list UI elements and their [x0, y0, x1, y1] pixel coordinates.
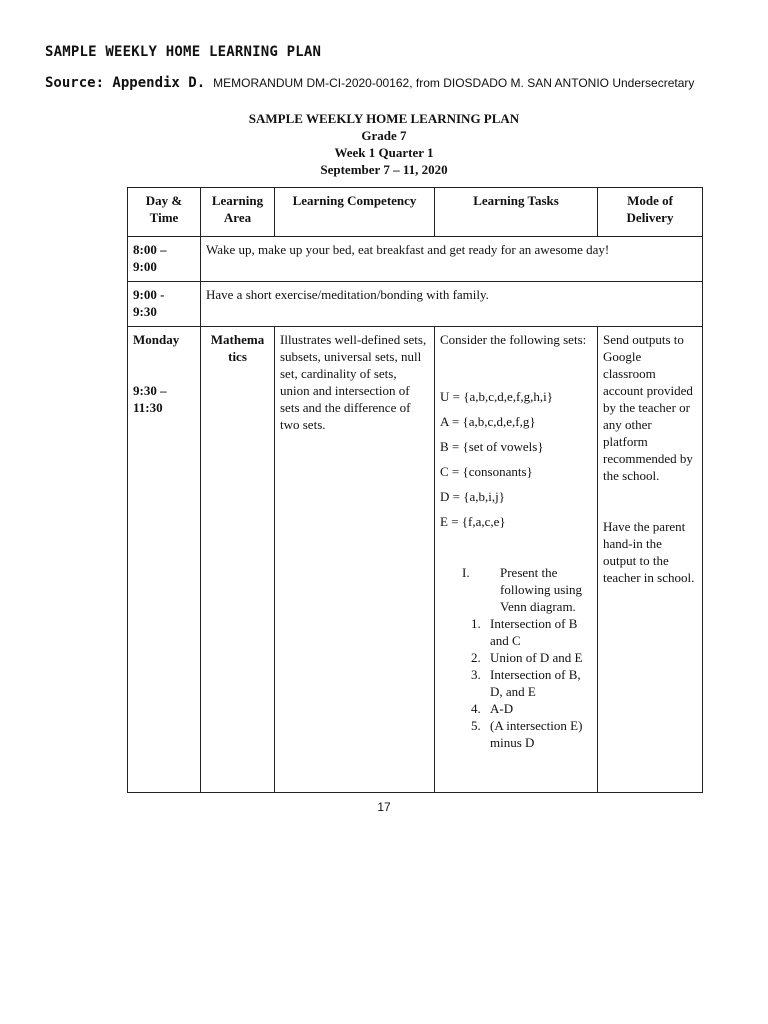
list-item: 4. A-D [484, 700, 592, 717]
day-label: Monday [133, 332, 180, 347]
list-item: 5. (A intersection E) minus D [484, 717, 592, 751]
source-line [45, 74, 694, 92]
learning-plan-table [127, 187, 703, 793]
learning-tasks-cell [435, 327, 598, 793]
header-learning-tasks: Learning Tasks [435, 188, 598, 237]
delivery-instruction: Send outputs to Google classroom account provided by the teacher or any other platform recommended by the school. [603, 332, 693, 483]
table-header-row [128, 188, 703, 237]
time-cell: 8:00 – 9:00 [128, 237, 201, 282]
plan-title: SAMPLE WEEKLY HOME LEARNING PLAN [248, 111, 520, 126]
tasks-intro: Consider the following sets: [440, 332, 587, 347]
set-definition: C = {consonants} [440, 464, 533, 479]
time-cell: 9:00 - 9:30 [128, 282, 201, 327]
competency-cell: Illustrates well-defined sets, subsets, universal sets, null set, cardinality of sets, union and intersection of sets and the difference of two sets. [275, 327, 435, 793]
learning-area-cell: Mathema tics [201, 327, 275, 793]
document-heading: SAMPLE WEEKLY HOME LEARNING PLAN [45, 44, 322, 60]
set-definition: B = {set of vowels} [440, 439, 544, 454]
day-time-cell: Monday 9:30 – 11:30 [128, 327, 201, 793]
source-text: MEMORANDUM DM-CI-2020-00162, from DIOSDADO M. SAN ANTONIO Undersecretary [213, 76, 695, 90]
table-row [128, 237, 703, 282]
set-definition: D = {a,b,i,j} [440, 489, 505, 504]
set-definition: E = {f,a,c,e} [440, 514, 506, 529]
page-number: 17 [377, 800, 391, 814]
source-label: Source: Appendix D. [45, 75, 206, 91]
list-item: 2. Union of D and E [484, 649, 592, 666]
header-learning-competency: Learning Competency [275, 188, 435, 237]
plan-grade: Grade 7 [361, 128, 407, 143]
plan-header [0, 110, 768, 178]
header-day-time: Day & Time [128, 188, 201, 237]
mode-of-delivery-cell [598, 327, 703, 793]
header-mode-of-delivery: Mode of Delivery [598, 188, 703, 237]
activity-cell: Have a short exercise/meditation/bonding with family. [201, 282, 703, 327]
task-instruction: I. Present the following using Venn diagram. [462, 565, 582, 614]
delivery-instruction: Have the parent hand-in the output to the teacher in school. [603, 519, 695, 585]
set-definition: A = {a,b,c,d,e,f,g} [440, 414, 536, 429]
table-row [128, 327, 703, 793]
list-item: 3. Intersection of B, D, and E [484, 666, 592, 700]
header-learning-area: Learning Area [201, 188, 275, 237]
activity-cell: Wake up, make up your bed, eat breakfast and get ready for an awesome day! [201, 237, 703, 282]
plan-dates: September 7 – 11, 2020 [320, 162, 448, 177]
table-row [128, 282, 703, 327]
task-items-list [440, 615, 592, 751]
plan-week: Week 1 Quarter 1 [334, 145, 434, 160]
list-item: 1. Intersection of B and C [484, 615, 592, 649]
set-definition: U = {a,b,c,d,e,f,g,h,i} [440, 389, 553, 404]
